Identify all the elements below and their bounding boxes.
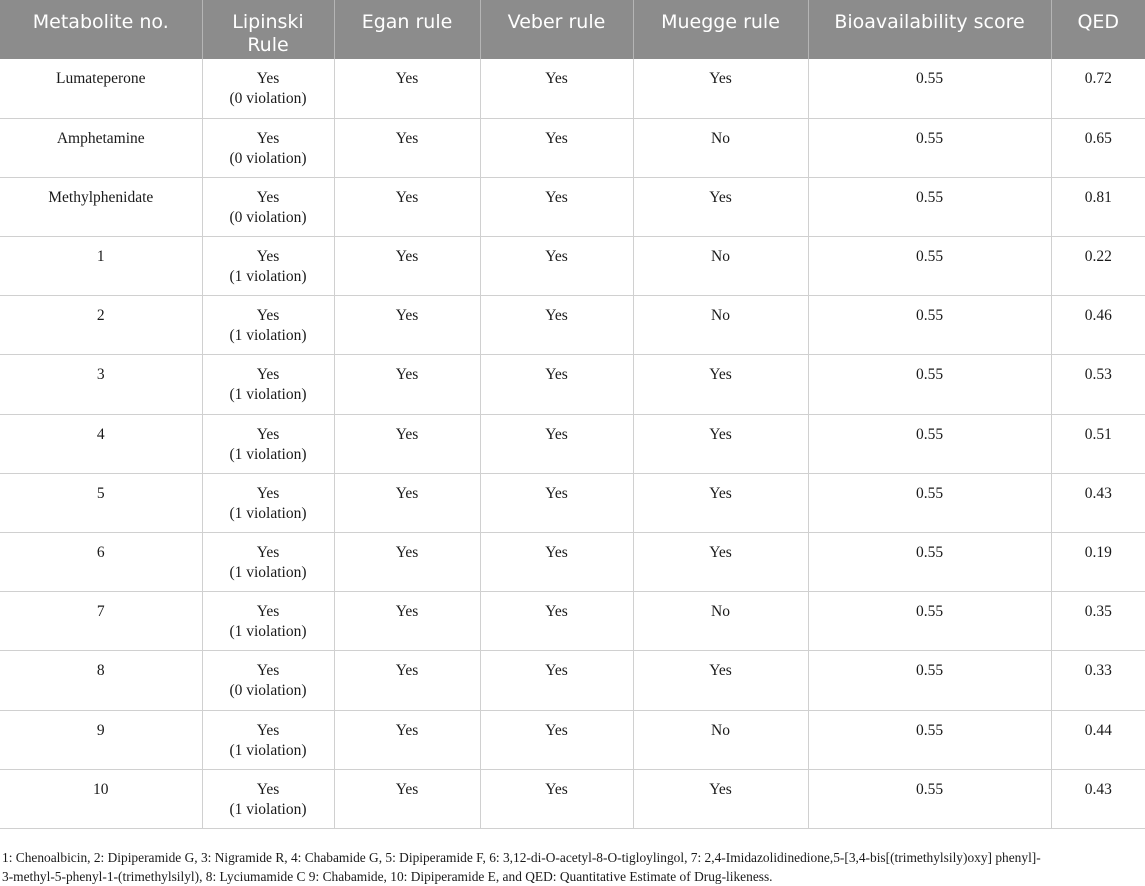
header-row bbox=[0, 0, 1145, 59]
cell-muegge bbox=[633, 296, 808, 355]
cell-text: 3 bbox=[96, 366, 105, 384]
cell-metabolite bbox=[0, 769, 202, 828]
cell-metabolite bbox=[0, 237, 202, 296]
table-row bbox=[0, 118, 1145, 177]
table-row bbox=[0, 414, 1145, 473]
cell-egan bbox=[334, 118, 480, 177]
cell-text: (1 violation) bbox=[229, 564, 307, 581]
cell-text: Yes bbox=[545, 366, 568, 384]
cell-metabolite bbox=[0, 59, 202, 118]
cell-veber bbox=[480, 177, 633, 236]
cell-egan bbox=[334, 710, 480, 769]
cell-muegge bbox=[633, 59, 808, 118]
cell-qed bbox=[1051, 118, 1145, 177]
cell-qed bbox=[1051, 355, 1145, 414]
cell-text: Yes bbox=[709, 780, 732, 798]
cell-text: (1 violation) bbox=[229, 268, 307, 286]
cell-bioavailability bbox=[808, 769, 1051, 828]
cell-text: Yes bbox=[395, 721, 419, 739]
header-metabolite-no bbox=[0, 0, 202, 59]
cell-qed bbox=[1051, 296, 1145, 355]
cell-text: Yes bbox=[256, 662, 280, 680]
cell-muegge bbox=[633, 592, 808, 651]
table-row bbox=[0, 177, 1145, 236]
cell-text: 0.55 bbox=[915, 603, 944, 621]
header-text: Lipinski bbox=[232, 11, 304, 33]
cell-lipinski bbox=[202, 118, 334, 177]
cell-veber bbox=[480, 296, 633, 355]
cell-text: 0.65 bbox=[1084, 129, 1112, 147]
cell-muegge bbox=[633, 414, 808, 473]
cell-bioavailability bbox=[808, 533, 1051, 592]
table-row bbox=[0, 296, 1145, 355]
cell-bioavailability bbox=[808, 177, 1051, 236]
cell-text: Yes bbox=[709, 425, 732, 443]
cell-qed bbox=[1051, 473, 1145, 532]
header-text: Rule bbox=[247, 34, 289, 56]
cell-text: 0.55 bbox=[915, 425, 944, 443]
table-body bbox=[0, 59, 1145, 828]
cell-lipinski bbox=[202, 473, 334, 532]
cell-text: Yes bbox=[709, 70, 732, 87]
header-qed bbox=[1051, 0, 1145, 59]
cell-text: Yes bbox=[256, 188, 280, 206]
cell-text: Yes bbox=[545, 129, 568, 147]
cell-qed bbox=[1051, 414, 1145, 473]
footnote-line-1: 1: Chenoalbicin, 2: Dipiperamide G, 3: Nigramide R, 4: Chabamide G, 5: Dipiperamide F, 6: 3,12-di-O-acetyl-8-O-tigloylingol, 7: 2,4-Imidazolidinedione,5-[3,4-bis[(trimethylsily)oxy] phenyl]- bbox=[2, 850, 1041, 865]
cell-text: Yes bbox=[545, 188, 568, 206]
cell-text: 0.55 bbox=[915, 721, 944, 739]
cell-text: Yes bbox=[256, 307, 280, 325]
cell-lipinski bbox=[202, 355, 334, 414]
cell-text: Yes bbox=[256, 129, 280, 147]
cell-bioavailability bbox=[808, 592, 1051, 651]
cell-text: 0.53 bbox=[1084, 366, 1112, 384]
cell-text: 0.35 bbox=[1084, 603, 1112, 621]
cell-text: Yes bbox=[395, 366, 419, 384]
cell-egan bbox=[334, 177, 480, 236]
header-text: QED bbox=[1077, 11, 1120, 33]
cell-qed bbox=[1051, 177, 1145, 236]
cell-text: Yes bbox=[395, 662, 419, 680]
cell-text: 8 bbox=[96, 662, 105, 680]
cell-text: Yes bbox=[709, 484, 732, 502]
cell-veber bbox=[480, 414, 633, 473]
cell-text: 0.55 bbox=[915, 780, 944, 798]
cell-text: Yes bbox=[709, 544, 732, 561]
cell-metabolite bbox=[0, 118, 202, 177]
table-row bbox=[0, 651, 1145, 710]
cell-text: (1 violation) bbox=[229, 504, 307, 522]
cell-text: Yes bbox=[545, 425, 568, 443]
cell-text: 0.55 bbox=[915, 307, 944, 325]
cell-qed bbox=[1051, 237, 1145, 296]
cell-text: Yes bbox=[395, 70, 419, 87]
header-egan-rule bbox=[334, 0, 480, 59]
cell-egan bbox=[334, 59, 480, 118]
cell-text: Yes bbox=[256, 366, 280, 384]
cell-text: Yes bbox=[545, 780, 568, 798]
cell-text: 0.43 bbox=[1084, 484, 1112, 502]
cell-text: 0.81 bbox=[1084, 188, 1112, 206]
cell-egan bbox=[334, 769, 480, 828]
cell-text: (0 violation) bbox=[229, 90, 307, 107]
cell-text: 2 bbox=[96, 307, 105, 325]
cell-text: Yes bbox=[395, 248, 419, 266]
cell-qed bbox=[1051, 533, 1145, 592]
cell-lipinski bbox=[202, 59, 334, 118]
cell-text: 0.55 bbox=[915, 366, 944, 384]
cell-muegge bbox=[633, 177, 808, 236]
cell-text: Amphetamine bbox=[56, 129, 145, 147]
cell-egan bbox=[334, 473, 480, 532]
cell-lipinski bbox=[202, 769, 334, 828]
cell-text: Yes bbox=[545, 484, 568, 502]
cell-metabolite bbox=[0, 651, 202, 710]
cell-text: Yes bbox=[545, 307, 568, 325]
cell-text: (1 violation) bbox=[229, 386, 307, 404]
cell-text: (1 violation) bbox=[229, 623, 307, 641]
cell-text: (1 violation) bbox=[229, 327, 307, 345]
cell-text: 4 bbox=[96, 425, 105, 443]
cell-text: Yes bbox=[395, 188, 419, 206]
cell-text: Yes bbox=[256, 70, 280, 87]
table-footnote bbox=[2, 848, 1142, 886]
cell-text: No bbox=[711, 248, 730, 266]
cell-lipinski bbox=[202, 592, 334, 651]
cell-text: Yes bbox=[256, 544, 280, 561]
cell-egan bbox=[334, 651, 480, 710]
cell-text: (1 violation) bbox=[229, 445, 307, 463]
cell-text: Methylphenidate bbox=[48, 188, 154, 206]
table-header bbox=[0, 0, 1145, 59]
cell-qed bbox=[1051, 592, 1145, 651]
cell-text: 0.72 bbox=[1084, 70, 1112, 87]
table-row bbox=[0, 533, 1145, 592]
cell-bioavailability bbox=[808, 651, 1051, 710]
cell-text: Yes bbox=[545, 603, 568, 621]
cell-muegge bbox=[633, 355, 808, 414]
cell-qed bbox=[1051, 769, 1145, 828]
cell-qed bbox=[1051, 59, 1145, 118]
cell-lipinski bbox=[202, 177, 334, 236]
table-row bbox=[0, 710, 1145, 769]
cell-metabolite bbox=[0, 592, 202, 651]
cell-bioavailability bbox=[808, 118, 1051, 177]
table-row bbox=[0, 473, 1145, 532]
cell-muegge bbox=[633, 533, 808, 592]
cell-text: 6 bbox=[96, 544, 105, 561]
cell-muegge bbox=[633, 651, 808, 710]
cell-text: Yes bbox=[256, 484, 280, 502]
cell-text: Yes bbox=[709, 662, 732, 680]
table-row bbox=[0, 237, 1145, 296]
cell-lipinski bbox=[202, 651, 334, 710]
table-row bbox=[0, 769, 1145, 828]
cell-text: Yes bbox=[709, 366, 732, 384]
cell-egan bbox=[334, 533, 480, 592]
cell-text: Yes bbox=[395, 603, 419, 621]
cell-qed bbox=[1051, 651, 1145, 710]
cell-bioavailability bbox=[808, 414, 1051, 473]
cell-metabolite bbox=[0, 414, 202, 473]
cell-veber bbox=[480, 651, 633, 710]
cell-veber bbox=[480, 237, 633, 296]
cell-metabolite bbox=[0, 177, 202, 236]
cell-text: Yes bbox=[256, 248, 280, 266]
cell-text: Yes bbox=[256, 425, 280, 443]
cell-text: 0.55 bbox=[915, 188, 944, 206]
cell-text: 0.55 bbox=[915, 662, 944, 680]
cell-text: 0.46 bbox=[1084, 307, 1112, 325]
cell-bioavailability bbox=[808, 296, 1051, 355]
header-text: Metabolite no. bbox=[32, 11, 169, 33]
cell-metabolite bbox=[0, 355, 202, 414]
cell-egan bbox=[334, 296, 480, 355]
cell-metabolite bbox=[0, 710, 202, 769]
cell-text: Yes bbox=[256, 603, 280, 621]
cell-text: 9 bbox=[96, 721, 105, 739]
cell-text: Yes bbox=[545, 544, 568, 561]
cell-bioavailability bbox=[808, 59, 1051, 118]
cell-text: 5 bbox=[96, 484, 105, 502]
table-row bbox=[0, 59, 1145, 118]
cell-text: No bbox=[711, 721, 730, 739]
cell-metabolite bbox=[0, 473, 202, 532]
cell-text: 0.33 bbox=[1084, 662, 1112, 680]
header-text: Veber rule bbox=[507, 11, 606, 33]
cell-lipinski bbox=[202, 533, 334, 592]
header-text: Muegge rule bbox=[661, 11, 780, 33]
cell-text: 0.55 bbox=[915, 70, 944, 87]
cell-text: 0.55 bbox=[915, 484, 944, 502]
cell-text: 0.44 bbox=[1084, 721, 1112, 739]
cell-veber bbox=[480, 355, 633, 414]
cell-veber bbox=[480, 118, 633, 177]
cell-lipinski bbox=[202, 296, 334, 355]
cell-egan bbox=[334, 355, 480, 414]
cell-text: Lumateperone bbox=[55, 70, 146, 87]
cell-text: Yes bbox=[395, 307, 419, 325]
header-text: Egan rule bbox=[361, 11, 453, 33]
cell-text: No bbox=[711, 129, 730, 147]
cell-veber bbox=[480, 533, 633, 592]
cell-lipinski bbox=[202, 237, 334, 296]
cell-bioavailability bbox=[808, 355, 1051, 414]
cell-bioavailability bbox=[808, 237, 1051, 296]
cell-text: 0.22 bbox=[1084, 248, 1112, 266]
cell-text: Yes bbox=[545, 721, 568, 739]
cell-text: No bbox=[711, 603, 730, 621]
cell-text: 0.55 bbox=[915, 544, 944, 561]
cell-text: Yes bbox=[256, 721, 280, 739]
cell-bioavailability bbox=[808, 710, 1051, 769]
cell-text: 0.55 bbox=[915, 129, 944, 147]
cell-text: Yes bbox=[545, 70, 568, 87]
cell-text: 0.55 bbox=[915, 248, 944, 266]
cell-muegge bbox=[633, 237, 808, 296]
table-row bbox=[0, 592, 1145, 651]
cell-text: Yes bbox=[545, 248, 568, 266]
cell-muegge bbox=[633, 118, 808, 177]
cell-text: (0 violation) bbox=[229, 682, 307, 700]
cell-muegge bbox=[633, 710, 808, 769]
cell-text: 7 bbox=[96, 603, 105, 621]
header-lipinski-rule bbox=[202, 0, 334, 59]
cell-text: 0.43 bbox=[1084, 780, 1112, 798]
cell-text: Yes bbox=[395, 484, 419, 502]
cell-text: (0 violation) bbox=[229, 149, 307, 167]
cell-text: 10 bbox=[93, 780, 109, 798]
cell-text: Yes bbox=[709, 188, 732, 206]
cell-veber bbox=[480, 769, 633, 828]
cell-text: 0.51 bbox=[1084, 425, 1112, 443]
cell-metabolite bbox=[0, 296, 202, 355]
cell-bioavailability bbox=[808, 473, 1051, 532]
cell-qed bbox=[1051, 710, 1145, 769]
cell-veber bbox=[480, 473, 633, 532]
cell-text: Yes bbox=[395, 780, 419, 798]
cell-muegge bbox=[633, 473, 808, 532]
cell-egan bbox=[334, 592, 480, 651]
header-muegge-rule bbox=[633, 0, 808, 59]
header-bioavailability-score bbox=[808, 0, 1051, 59]
cell-text: Yes bbox=[395, 129, 419, 147]
cell-veber bbox=[480, 710, 633, 769]
footnote-line-2: 3-methyl-5-phenyl-1-(trimethylsilyl), 8: Lyciumamide C 9: Chabamide, 10: Dipiperamide E, and QED: Quantitative Estimate of Drug-likeness. bbox=[2, 869, 773, 884]
cell-text: (1 violation) bbox=[229, 800, 307, 818]
header-veber-rule bbox=[480, 0, 633, 59]
cell-text: Yes bbox=[256, 780, 280, 798]
cell-text: Yes bbox=[395, 544, 419, 561]
cell-veber bbox=[480, 592, 633, 651]
cell-text: 1 bbox=[96, 248, 105, 266]
table-row bbox=[0, 355, 1145, 414]
cell-lipinski bbox=[202, 710, 334, 769]
cell-egan bbox=[334, 237, 480, 296]
cell-lipinski bbox=[202, 414, 334, 473]
cell-text: Yes bbox=[545, 662, 568, 680]
cell-muegge bbox=[633, 769, 808, 828]
cell-text: (1 violation) bbox=[229, 741, 307, 759]
cell-egan bbox=[334, 414, 480, 473]
cell-text: Yes bbox=[395, 425, 419, 443]
cell-text: No bbox=[711, 307, 730, 325]
header-text: Bioavailability score bbox=[834, 11, 1025, 33]
cell-text: 0.19 bbox=[1084, 544, 1112, 561]
cell-metabolite bbox=[0, 533, 202, 592]
cell-text: (0 violation) bbox=[229, 208, 307, 226]
cell-veber bbox=[480, 59, 633, 118]
